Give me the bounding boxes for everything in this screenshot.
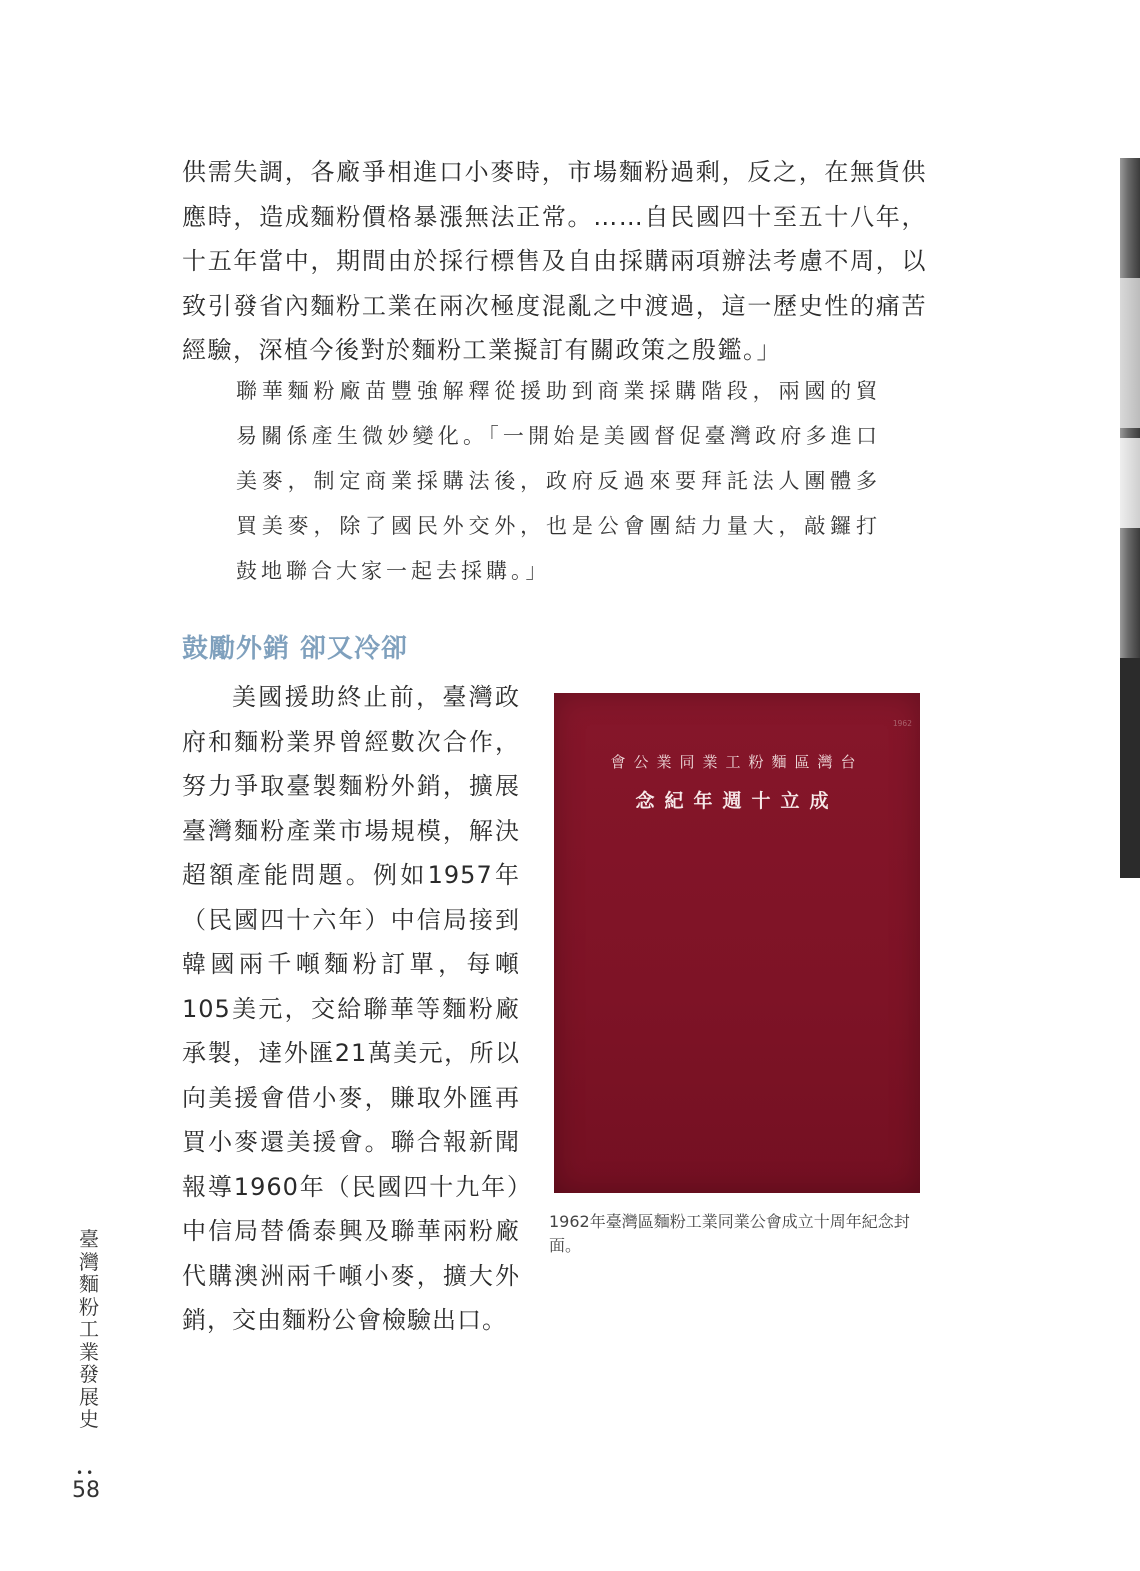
- column-paragraph: 美國援助終止前，臺灣政府和麵粉業界曾經數次合作，努力爭取臺製麵粉外銷，擴展臺灣麵粉產業市場規模，解決超額產能問題。例如1957年（民國四十六年）中信局接到韓國兩千噸麵粉訂單，每噸105美元，交給聯華等麵粉廠承製，達外匯21萬美元，所以向美援會借小麥，賺取外匯再買小麥還美援會。聯合報新聞報導1960年（民國四十九年）中信局替僑泰興及聯華兩粉廠代購澳洲兩千噸小麥，擴大外銷，交由麵粉公會檢驗出口。: [182, 683, 520, 1334]
- commemorative-cover-photo: [554, 693, 920, 1193]
- page-number: 58: [72, 1478, 100, 1503]
- cover-title-line1: 會公業同業工粉麵區灣台: [610, 753, 864, 771]
- photo-caption: 1962年臺灣區麵粉工業同業公會成立十周年紀念封面。: [549, 1212, 910, 1255]
- cover-title-line2: 念紀年週十立成: [635, 790, 839, 812]
- photo-corner-mark: 1962: [892, 719, 912, 728]
- body-paragraph: 供需失調，各廠爭相進口小麥時，市場麵粉過剩，反之，在無貨供應時，造成麵粉價格暴漲無法正常。……自民國四十至五十八年，十五年當中，期間由於採行標售及自由採購兩項辦法考慮不周，以致引發省內麵粉工業在兩次極度混亂之中渡過，這一歷史性的痛苦經驗，深植今後對於麵粉工業擬訂有關政策之殷鑑。」: [182, 158, 927, 364]
- section-heading: 鼓勵外銷 卻又冷卻: [182, 634, 409, 664]
- page-dots: ••: [76, 1466, 97, 1480]
- quote-paragraph: 聯華麵粉廠苗豐強解釋從援助到商業採購階段，兩國的貿易關係產生微妙變化。「一開始是美國督促臺灣政府多進口美麥，制定商業採購法後，政府反過來要拜託法人團體多買美麥，除了國民外交外，也是公會團結力量大，敲鑼打鼓地聯合大家一起去採購。」: [236, 379, 881, 583]
- book-side-title: 臺灣麵粉工業發展史: [79, 1227, 99, 1431]
- edge-photo-strip: [1120, 158, 1140, 878]
